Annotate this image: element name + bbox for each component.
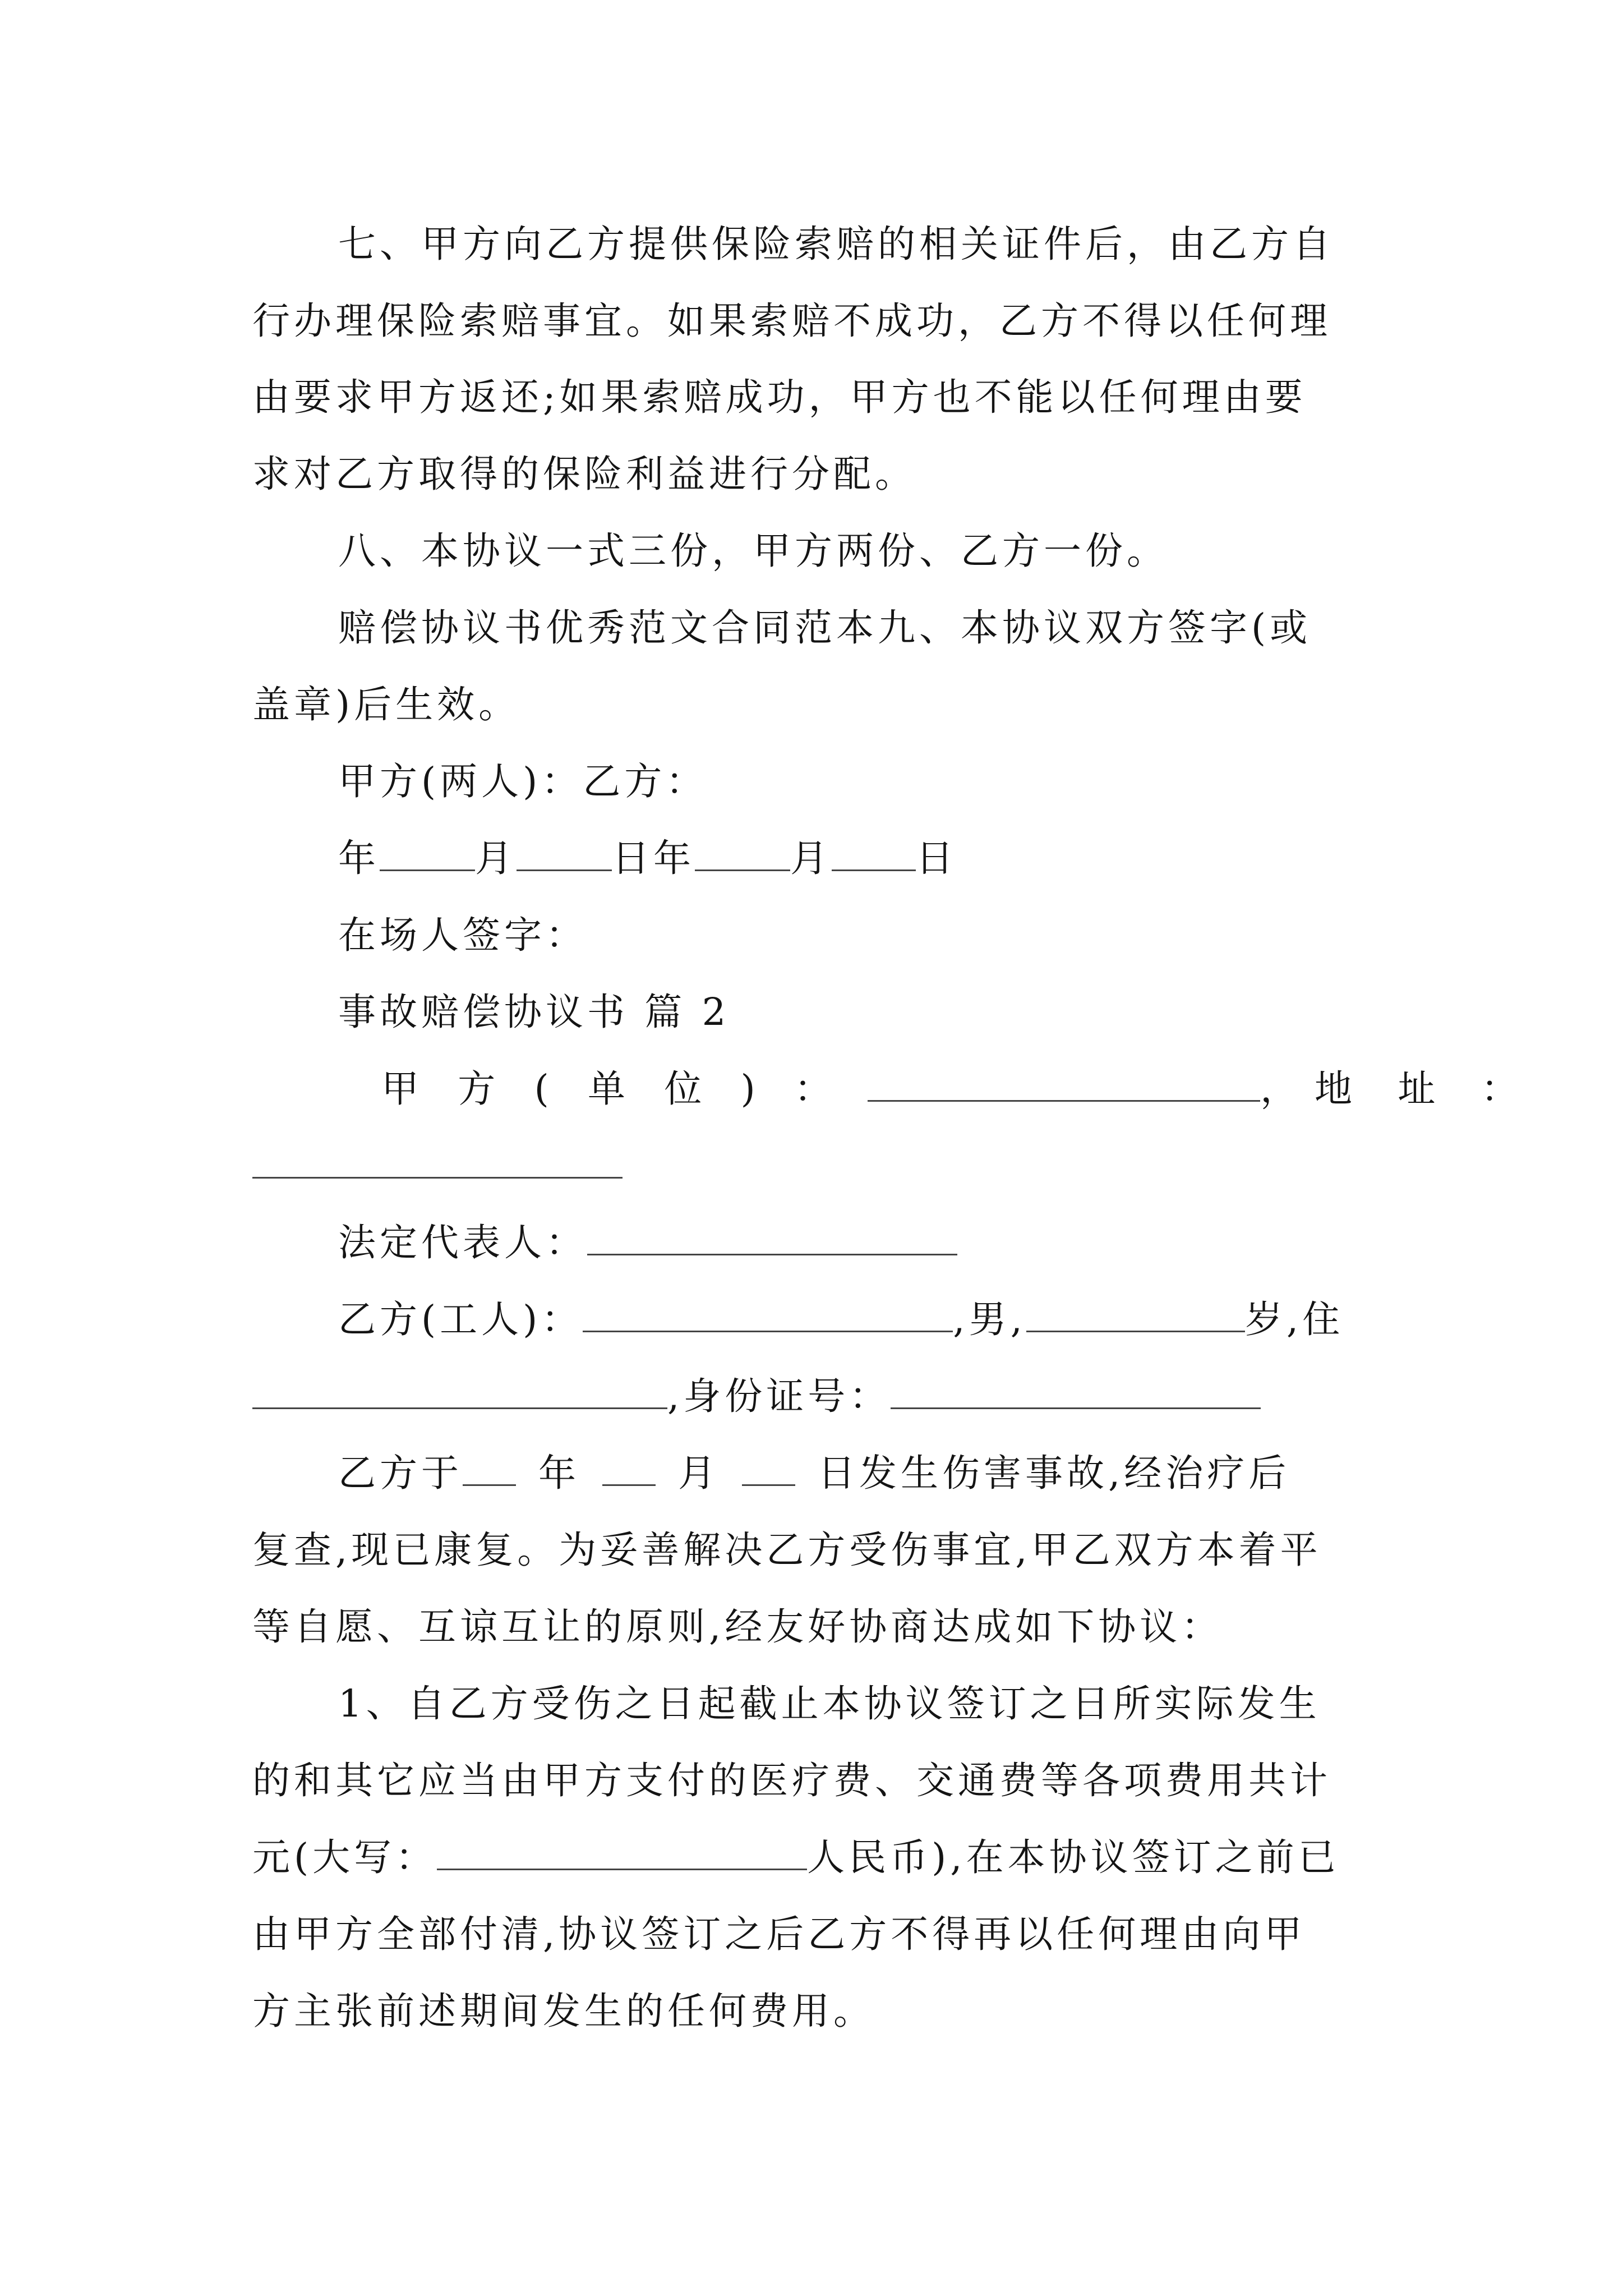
- incident-line-3: 等自愿、互谅互让的原则,经友好协商达成如下协议：: [252, 1605, 1223, 1649]
- legal-rep-blank: [587, 1222, 957, 1255]
- incident-line-2: 复查,现已康复。为妥善解决乙方受伤事宜,甲乙双方本着平: [252, 1528, 1322, 1572]
- signature-date-line: [338, 836, 957, 881]
- date-day-2: 日: [916, 836, 957, 880]
- amount-text: 人民币),在本协议签订之前已: [807, 1835, 1340, 1879]
- clause-7-line-4: 求对乙方取得的保险利益进行分配。: [252, 452, 916, 496]
- date-month-2: 月: [790, 836, 832, 880]
- incident-year-blank: [463, 1453, 516, 1486]
- clause-9-line-1: 赔偿协议书优秀范文合同范本九、本协议双方签字(或: [338, 606, 1312, 650]
- party-b-name-blank: [583, 1299, 953, 1332]
- id-number-blank: [891, 1376, 1261, 1409]
- incident-text: 乙方于: [338, 1451, 463, 1495]
- item-1-line-5: 方主张前述期间发生的任何费用。: [252, 1989, 875, 2033]
- incident-line-1: [338, 1451, 1290, 1496]
- party-b-line: [338, 1297, 1344, 1342]
- item-1-line-1: 1、自乙方受伤之日起截止本协议签订之日所实际发生: [338, 1682, 1321, 1726]
- amount-blank: [437, 1837, 807, 1870]
- clause-7-line-2: 行办理保险索赔事宜。如果索赔不成功，乙方不得以任何理: [252, 299, 1331, 343]
- section-title: 事故赔偿协议书 篇 2: [338, 990, 730, 1034]
- incident-month: 月: [678, 1451, 720, 1495]
- signature-parties: 甲方(两人)：乙方：: [338, 760, 708, 803]
- date-blank: [695, 838, 790, 871]
- incident-day-blank: [742, 1453, 795, 1486]
- clause-9-line-2: 盖章)后生效。: [252, 683, 520, 726]
- item-1-line-3: [252, 1835, 1340, 1880]
- party-a-address-label: ，地 址 ：: [1260, 1067, 1536, 1111]
- id-label: ,身份证号：: [667, 1374, 891, 1418]
- date-day-year: 日年: [612, 836, 695, 880]
- incident-month-blank: [602, 1453, 656, 1486]
- incident-year: 年: [538, 1451, 580, 1495]
- date-blank: [832, 838, 916, 871]
- party-b-male: ,男,: [953, 1297, 1026, 1341]
- clause-7-line-3: 由要求甲方返还;如果索赔成功，甲方也不能以任何理由要: [252, 375, 1307, 419]
- clause-7-line-1: 七、甲方向乙方提供保险索赔的相关证件后，由乙方自: [338, 222, 1334, 266]
- party-a-address-blank: [252, 1154, 623, 1179]
- date-blank: [380, 838, 475, 871]
- incident-day-text: 日发生伤害事故,经治疗后: [818, 1451, 1290, 1495]
- party-a-blank: [868, 1069, 1260, 1102]
- party-b-label: 乙方(工人)：: [338, 1297, 583, 1341]
- date-blank: [517, 838, 612, 871]
- party-b-age-blank: [1026, 1299, 1245, 1332]
- legal-rep-line: [338, 1220, 957, 1265]
- item-1-line-4: 由甲方全部付清,协议签订之后乙方不得再以任何理由向甲: [252, 1912, 1306, 1956]
- amount-label: 元(大写：: [252, 1835, 437, 1879]
- party-b-id-line: [252, 1374, 1261, 1419]
- clause-8: 八、本协议一式三份，甲方两份、乙方一份。: [338, 529, 1168, 573]
- date-month-1: 月: [475, 836, 517, 880]
- date-year-1: 年: [338, 836, 380, 880]
- item-1-line-2: 的和其它应当由甲方支付的医疗费、交通费等各项费用共计: [252, 1759, 1331, 1802]
- witness-signature: 在场人签字：: [338, 913, 587, 957]
- party-b-residence-blank: [252, 1376, 667, 1409]
- party-b-age: 岁,住: [1244, 1297, 1344, 1341]
- legal-rep-label: 法定代表人：: [338, 1221, 587, 1264]
- party-a-address-line: [252, 1143, 623, 1188]
- party-a-label: 甲 方 ( 单 位 ) ：: [381, 1067, 846, 1111]
- party-a-line: [381, 1066, 1536, 1111]
